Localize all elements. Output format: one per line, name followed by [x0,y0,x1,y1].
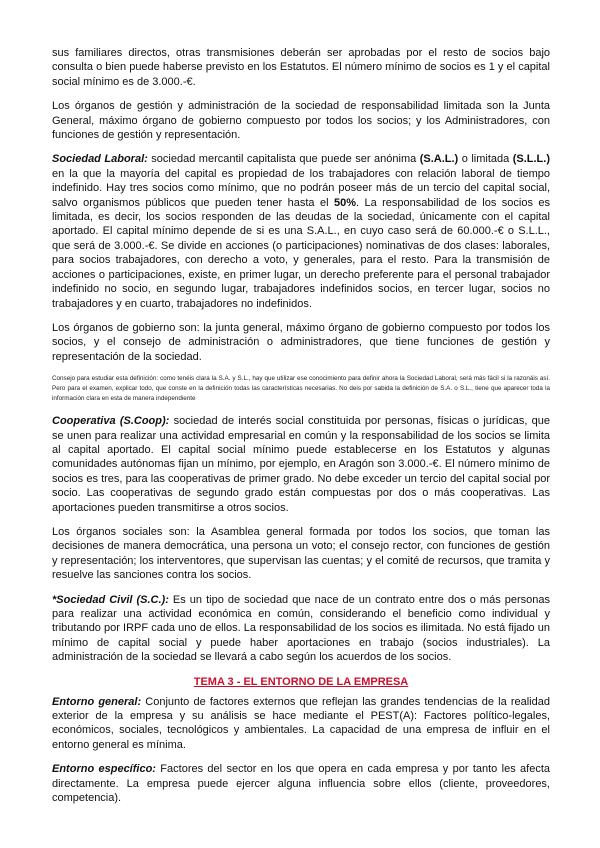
term-entorno-general: Entorno general: [52,695,142,708]
paragraph-coop-organs: Los órganos sociales son: la Asamblea general formada por todos los socios, que toman las decisiones de manera democrática, una persona un voto; el consejo rector, con funciones de gestión y representación; los interventores, que supervisan las cuentas; y el comité de recursos, que tramita y resuelve las sanciones contra los socios. [52,525,550,582]
paragraph-sal-organs: Los órganos de gobierno son: la junta general, máximo órgano de gobierno compuesto por todos los socios, y el consejo de administración o administradores, que tiene funciones de gestión y representación de la sociedad. [52,321,550,363]
section-heading-tema-3: TEMA 3 - EL ENTORNO DE LA EMPRESA [193,675,409,688]
paragraph-entorno-especifico: Entorno específico: Factores del sector en los que opera en cada empresa y por tanto les afecta directamente. La empresa puede ejercer alguna influencia sobre ellos (cliente, proveedores, competencia). [52,763,550,805]
paragraph-entorno-general: Entorno general: Conjunto de factores externos que reflejan las grandes tendencias de la realidad exterior de la empresa y su análisis se hace mediante el PEST(A): Factores político-legales, económicos, sociales, tecnológicos y ambientales. La capacidad de una empresa de influir en el entorno general es mínima. [52,695,550,751]
paragraph-sl-organs: Los órganos de gestión y administración de la sociedad de responsabilidad limitada son la Junta General, máximo órgano de gobierno compuesto por todos los socios; y los Administradores, con funciones de gestión y representación. [52,100,550,142]
term-entorno-especifico: Entorno específico: [52,763,156,776]
paragraph-sociedad-laboral: Sociedad Laboral: sociedad mercantil capitalista que puede ser anónima (S.A.L.) o limitada (S.L.L.) en la que la mayoría del capital es propiedad de los trabajadores con relación laboral de tiempo indefinido. Hay tres socios como mínimo, que no podrán poseer más de un tercio del capital social, salvo organismos públicos que pueden tener hasta el 50%. La responsabilidad de los socios es limitada, es decir, los socios responden de las deudas de la sociedad, únicamente con el capital aportado. El capital mínimo depende de si es una S.A.L., en cuyo caso será de 60.000.-€ o S.L.L., que será de 3.000.-€. Se divide en acciones (o participaciones) nominativas de dos clases: laborales, para socios trabajadores, con derecho a voto, y generales, para el resto. Para la transmisión de acciones o participaciones, existe, en primer lugar, un derecho preferente para el personal trabajador indefinido no socio, en segundo lugar, trabajadores indefinidos socios, en tercer lugar, socios no trabajadores y en cuarto, trabajadores no indefinidos. [52,153,551,310]
term-cooperativa: Cooperativa (S.Coop): [52,415,170,428]
paragraph-sociedad-civil: *Sociedad Civil (S.C.): Es un tipo de sociedad que nace de un contrato entre dos o más personas para realizar una actividad económica en común, considerando el beneficio como individual y tributando por IRPF cada uno de ellos. La responsabilidad de los socios es ilimitada. No está fijado un mínimo de capital social y puede haber aportaciones en trabajo (socios industriales). La administración de la sociedad se llevará a cabo según los acuerdos de los socios. [52,593,550,664]
paragraph-sl-transmission: sus familiares directos, otras transmisiones deberán ser aprobadas por el resto de socios bajo consulta o bien puede haberse previsto en los Estatutos. El número mínimo de socios es 1 y el capital social mínimo es de 3.000.-€. [52,47,550,88]
term-sociedad-civil: *Sociedad Civil (S.C.): [52,593,169,606]
term-sociedad-laboral: Sociedad Laboral: [52,153,148,166]
study-tip-note: Consejo para estudiar esta definición: como tenéis clara la S.A. y S.L., hay que utilizar ese conocimiento para definir ahora la Sociedad Laboral, será más fácil si la razonáis así. Pero para el examen, explicar todo, que conste en la definición todas las características necesarias. No deis por sabida la definición de S.A. o S.L., tiene que aparecer toda la información clara en esta de manera independiente [52,375,550,403]
paragraph-cooperativa: Cooperativa (S.Coop): sociedad de interés social constituida por personas, físicas o jurídicas, que se unen para realizar una actividad empresarial en común y la responsabilidad de los socios se limita al capital aportado. El capital social mínimo puede establecerse en los Estatutos y algunas comunidades autónomas fijan un mínimo, por ejemplo, en Aragón son 3.000.-€. El número mínimo de socios es tres, para las cooperativas de primer grado. No debe exceder un tercio del capital social por socio. Las cooperativas de segundo grado están compuestas por dos o más cooperativas. Las aportaciones pueden transmitirse a otros socios. [52,415,550,514]
